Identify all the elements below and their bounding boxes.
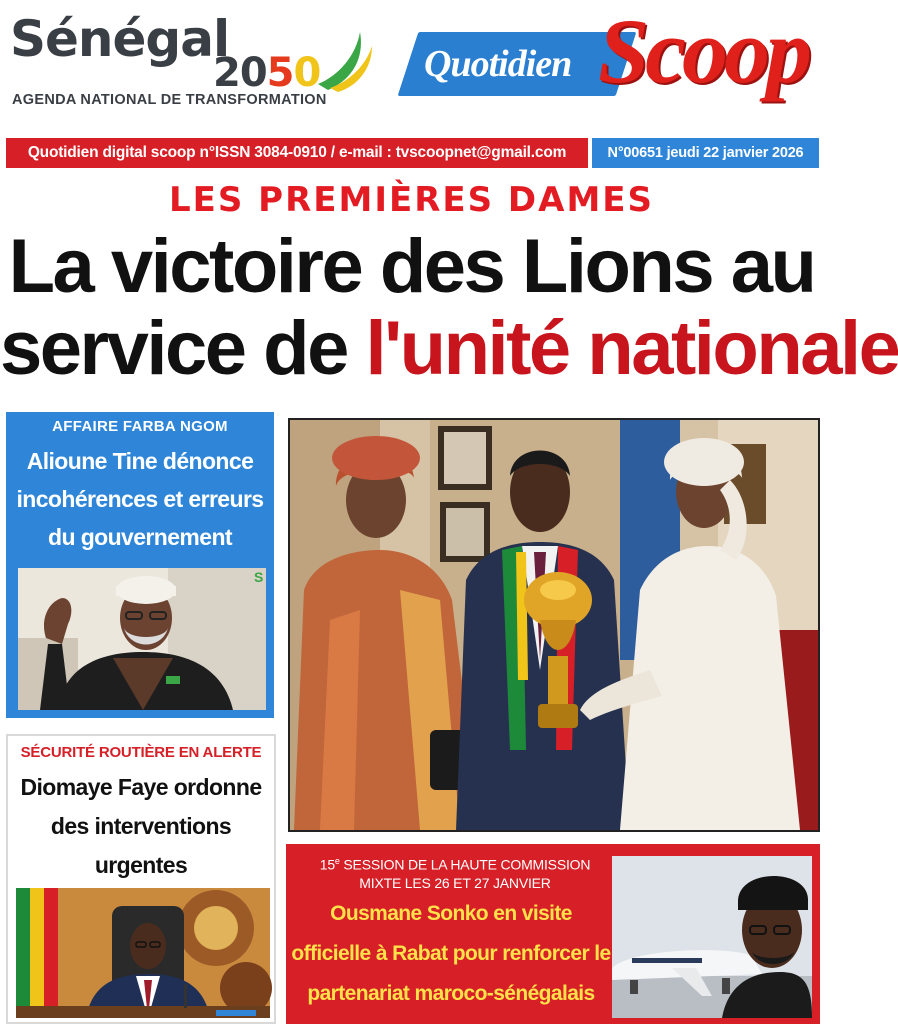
story-title: Ousmane Sonko en visite officielle à Rabat pour renforcer le partenariat maroco-sénégalais [291,902,611,1005]
logo-year-5: 5 [266,50,294,96]
main-photo-first-ladies-trophy [288,418,820,832]
lead-headline-line2 [0,304,898,394]
story-tag-number: 15 [319,856,335,873]
lead-headline-accent: l'unité nationale [365,306,898,391]
logo-year-0: 0 [293,50,321,96]
story-title: Diomaye Faye ordonne des interventions urgentes [20,774,262,878]
story-tag: SÉCURITÉ ROUTIÈRE EN ALERTE [20,744,262,761]
lead-headline-line1: La victoire des Lions au [8,224,815,309]
story-box-ousmane-sonko [286,844,820,1024]
quotidien-scoop-logo [398,0,818,126]
lead-kicker: LES PREMIÈRES DAMES [168,180,655,220]
publication-info-strip: Quotidien digital scoop n°ISSN 3084-0910 / e-mail : tvscoopnet@gmail.com [6,138,588,168]
story-tag-sup: e [334,856,340,866]
senegal-2050-logo [8,6,388,116]
lead-headline-plain: service de [0,306,366,391]
issue-date-strip: N°00651 jeudi 22 janvier 2026 [592,138,819,168]
logo-quotidien-word: Quotidien [424,43,572,85]
logo-scoop-word: Scoop [598,0,808,102]
logo-year [213,50,320,96]
svg-text:S: S [254,569,264,585]
logo-swoosh-icon [308,26,378,96]
story-title: Alioune Tine dénonce incohérences et erreurs du gouvernement [16,448,264,550]
story-box-diomaye-faye [6,734,276,1024]
ousmane-sonko-photo [612,856,812,1018]
story-tag [300,852,610,892]
logo-tagline: AGENDA NATIONAL DE TRANSFORMATION [12,92,327,108]
logo-country-name: Sénégal [10,10,230,68]
story-tag: AFFAIRE FARBA NGOM [52,418,228,435]
diomaye-faye-photo [16,888,270,1018]
alioune-tine-photo [18,568,266,710]
story-box-farba-ngom [6,412,274,718]
logo-year-20: 20 [213,50,267,96]
story-tag-text: SESSION DE LA HAUTE COMMISSION MIXTE LES 26 ET 27 JANVIER [339,856,591,891]
